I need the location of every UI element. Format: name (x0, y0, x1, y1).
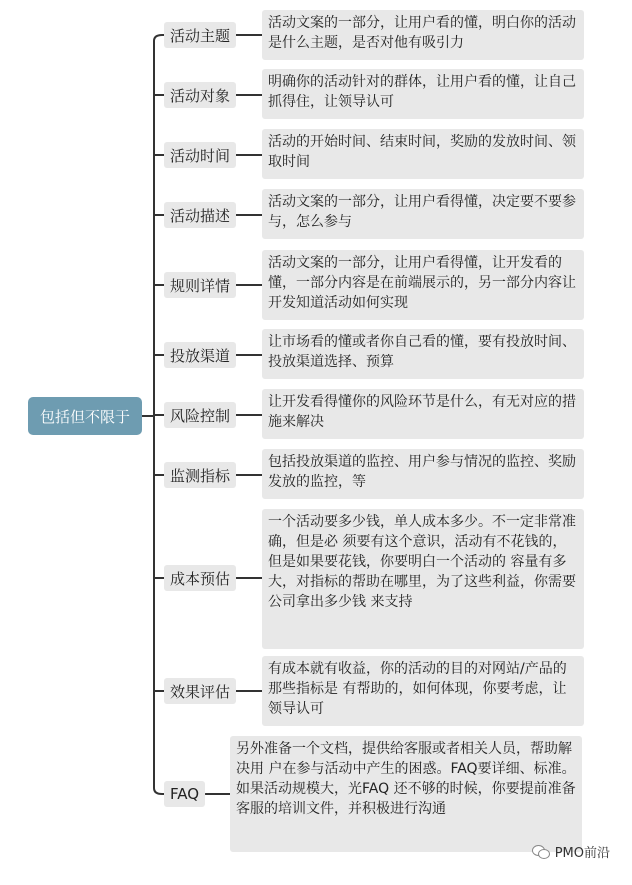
detail-text: 活动文案的一部分，让用户看得懂，决定要不要参与，怎么参与 (268, 194, 576, 230)
detail-node (262, 509, 584, 649)
watermark-label: PMO前沿 (554, 846, 610, 861)
branch-node (164, 462, 236, 488)
detail-node (262, 656, 584, 726)
branch-node (164, 342, 236, 368)
detail-node (262, 389, 584, 439)
detail-node (230, 736, 582, 852)
branch-connector (154, 35, 164, 41)
branch-node (164, 82, 236, 108)
detail-text: 另外准备一个文档，提供给客服或者相关人员，帮助解决用 户在参与活动中产生的困惑。FAQ要详细、标准。如果活动规模大，光FAQ 还不够的时候，你要提前准备客服的培训文件，并积极进行沟通 (236, 741, 576, 817)
branch-node (164, 272, 236, 298)
detail-node (262, 250, 584, 320)
detail-text: 活动文案的一部分，让用户看的懂，明白你的活动是什么主题，是否对他有吸引力 (268, 15, 576, 51)
detail-text: 活动文案的一部分，让用户看得懂，让开发看的懂，一部分内容是在前端展示的，另一部分内容让开发知道活动如何实现 (268, 255, 576, 311)
watermark (532, 842, 610, 861)
detail-text: 明确你的活动针对的群体，让用户看的懂，让自己抓得住，让领导认可 (268, 74, 576, 110)
detail-text: 一个活动要多少钱，单人成本多少。不一定非常准确，但是必 须要有这个意识，活动有不花钱的，但是如果要花钱，你要明白一个活动的 容量有多大，对指标的帮助在哪里，为了这些利益，你需要公司拿出多少钱 来支持 (268, 514, 576, 610)
detail-text: 有成本就有收益，你的活动的目的对网站/产品的那些指标是 有帮助的，如何体现，你要考虑，让领导认可 (268, 661, 567, 717)
root-node (28, 397, 142, 435)
root-label: 包括但不限于 (39, 407, 130, 426)
detail-text: 活动的开始时间、结束时间，奖励的发放时间、领取时间 (268, 134, 576, 170)
branch-node (164, 202, 236, 228)
branch-label: 效果评估 (170, 682, 231, 701)
detail-text: 包括投放渠道的监控、用户参与情况的监控、奖励发放的监控，等 (268, 454, 576, 490)
branch-label: 规则详情 (170, 276, 231, 295)
branch-label: 活动对象 (170, 86, 231, 105)
branch-label: 监测指标 (170, 466, 231, 485)
branch-node (164, 781, 205, 807)
detail-text: 让市场看的懂或者你自己看的懂，要有投放时间、投放渠道选择、预算 (268, 334, 576, 370)
branch-label: 投放渠道 (170, 346, 231, 365)
detail-node (262, 189, 584, 239)
detail-node (262, 69, 584, 119)
detail-node (262, 129, 584, 179)
detail-text: 让开发看得懂你的风险环节是什么，有无对应的措施来解决 (268, 394, 576, 430)
branch-label: FAQ (170, 785, 200, 803)
detail-node (262, 449, 584, 499)
branch-label: 活动主题 (170, 26, 231, 45)
branch-node (164, 142, 236, 168)
branch-node (164, 402, 236, 428)
detail-node (262, 10, 584, 60)
branch-node (164, 22, 236, 48)
wechat-icon (532, 845, 550, 859)
branch-label: 风险控制 (170, 406, 231, 425)
detail-node (262, 329, 584, 379)
branch-node (164, 678, 236, 704)
branch-label: 成本预估 (170, 569, 231, 588)
branch-connector (154, 788, 164, 794)
branch-node (164, 565, 236, 591)
branch-label: 活动时间 (170, 146, 231, 165)
branch-label: 活动描述 (170, 206, 231, 225)
